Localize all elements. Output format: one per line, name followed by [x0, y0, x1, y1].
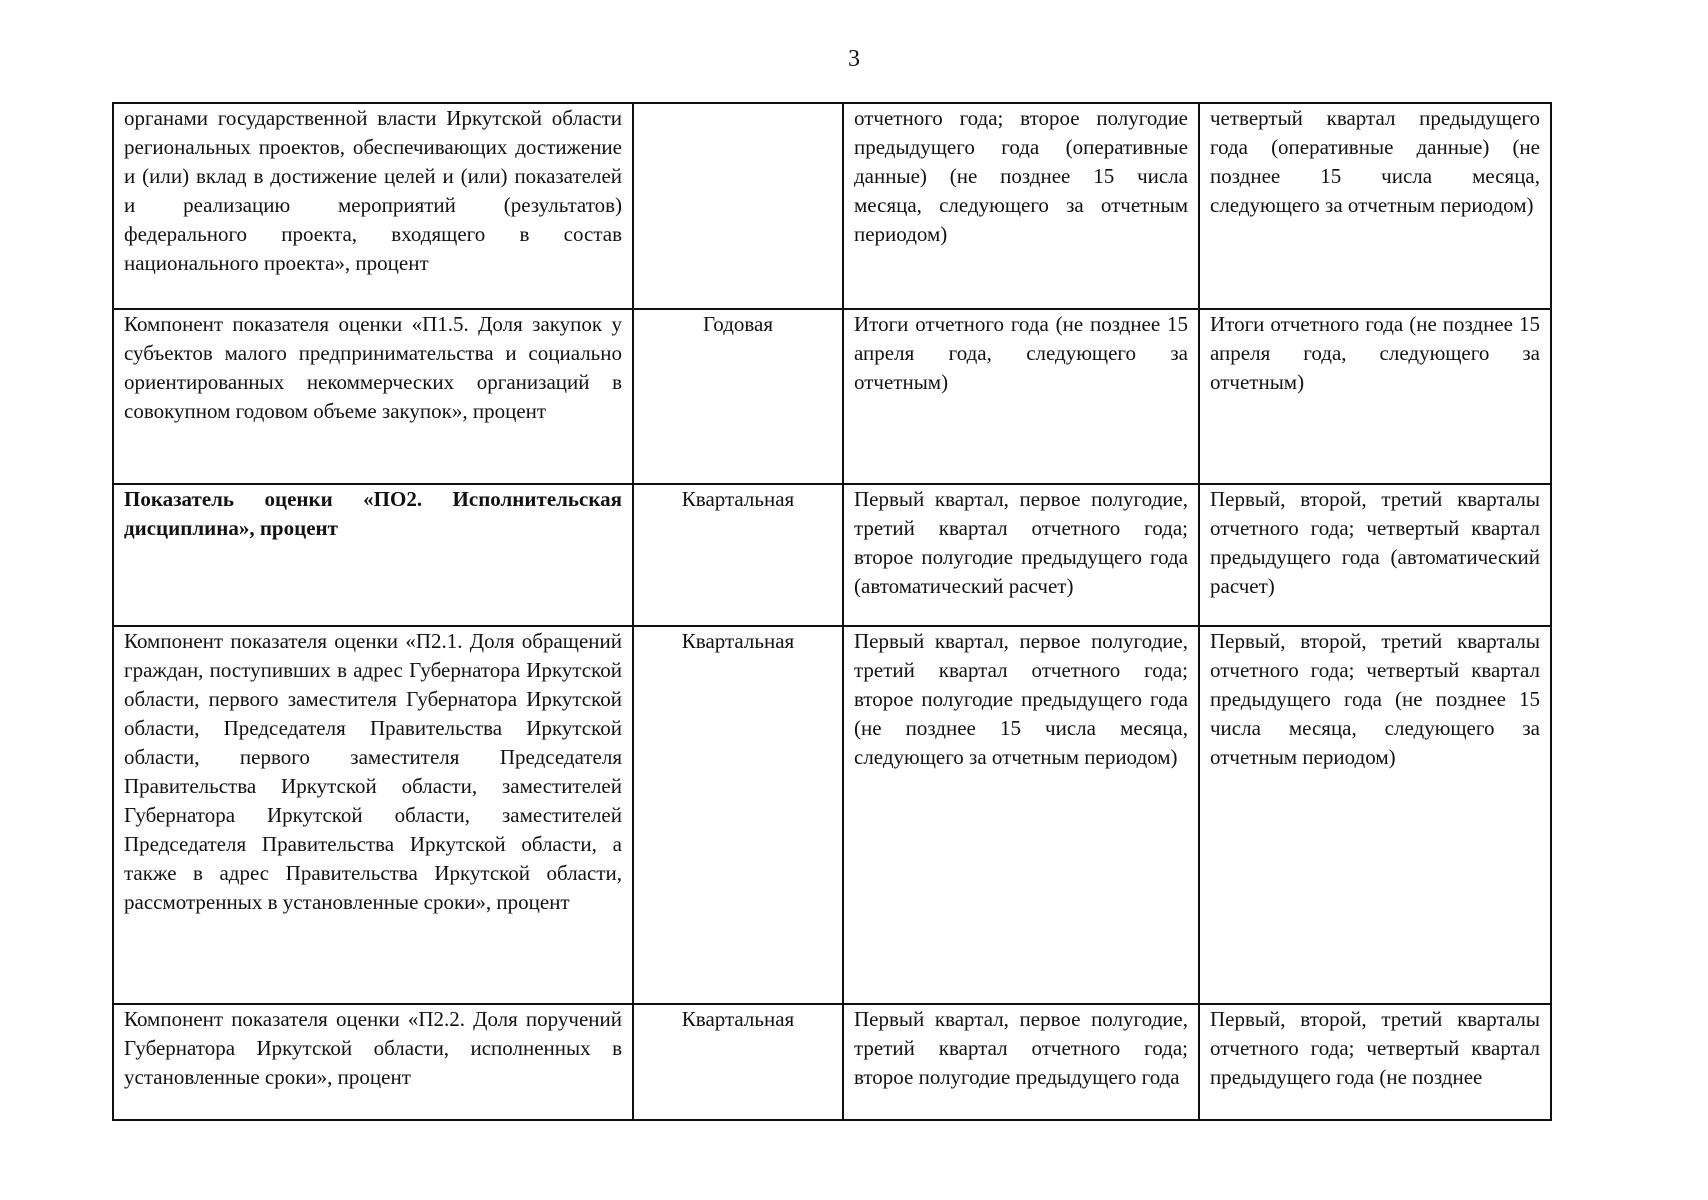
period-cell-a: отчетного года; второе полугодие предыдущего года (оперативные данные) (не позднее 15 числа месяца, следующего за отчетным периодом) [843, 103, 1199, 309]
period-cell-b: Первый, второй, третий кварталы отчетного года; четвертый квартал предыдущего года (автоматический расчет) [1199, 484, 1551, 626]
frequency-cell: Годовая [633, 309, 843, 484]
table-row [113, 484, 1551, 626]
table-row [113, 309, 1551, 484]
table-row [113, 103, 1551, 309]
period-cell-a [843, 1004, 1199, 1120]
period-cell-a: Итоги отчетного года (не позднее 15 апреля года, следующего за отчетным) [843, 309, 1199, 484]
table-row [113, 1004, 1551, 1120]
period-cell-a: Первый квартал, первое полугодие, третий квартал отчетного года; второе полугодие предыдущего года (не позднее 15 числа месяца, следующего за отчетным периодом) [843, 626, 1199, 1004]
frequency-cell: Квартальная [633, 626, 843, 1004]
period-text: Первый, второй, третий кварталы отчетного года; четвертый квартал предыдущего года (не позднее [1210, 1007, 1540, 1089]
period-cell-b: Итоги отчетного года (не позднее 15 апреля года, следующего за отчетным) [1199, 309, 1551, 484]
table-row [113, 626, 1551, 1004]
frequency-cell: Квартальная [633, 1004, 843, 1120]
period-cell-b: четвертый квартал предыдущего года (оперативные данные) (не позднее 15 числа месяца, следующего за отчетным периодом) [1199, 103, 1551, 309]
indicator-cell: органами государственной власти Иркутской области региональных проектов, обеспечивающих достижение и (или) вклад в достижение целей и (или) показателей и реализацию мероприятий (результатов) федерального проекта, входящего в состав национального проекта», процент [113, 103, 633, 309]
indicator-cell: Показатель оценки «ПО2. Исполнительская дисциплина», процент [113, 484, 633, 626]
indicator-cell: Компонент показателя оценки «П2.1. Доля обращений граждан, поступивших в адрес Губернатора Иркутской области, первого заместителя Губернатора Иркутской области, Председателя Правительства Иркутской области, первого заместителя Председателя Правительства Иркутской области, заместителей Губернатора Иркутской области, заместителей Председателя Правительства Иркутской области, а также в адрес Правительства Иркутской области, рассмотренных в установленные сроки», процент [113, 626, 633, 1004]
period-cell-b [1199, 1004, 1551, 1120]
period-text: Первый квартал, первое полугодие, третий квартал отчетного года; второе полугодие предыдущего года [854, 1007, 1188, 1089]
period-cell-a: Первый квартал, первое полугодие, третий квартал отчетного года; второе полугодие предыдущего года (автоматический расчет) [843, 484, 1199, 626]
frequency-cell: Квартальная [633, 484, 843, 626]
page-number: 3 [848, 46, 860, 72]
frequency-cell [633, 103, 843, 309]
indicators-table [112, 102, 1552, 1121]
indicator-cell: Компонент показателя оценки «П2.2. Доля поручений Губернатора Иркутской области, исполненных в установленные сроки», процент [113, 1004, 633, 1120]
period-cell-b: Первый, второй, третий кварталы отчетного года; четвертый квартал предыдущего года (не позднее 15 числа месяца, следующего за отчетным периодом) [1199, 626, 1551, 1004]
indicator-cell: Компонент показателя оценки «П1.5. Доля закупок у субъектов малого предпринимательства и социально ориентированных некоммерческих организаций в совокупном годовом объеме закупок», процент [113, 309, 633, 484]
